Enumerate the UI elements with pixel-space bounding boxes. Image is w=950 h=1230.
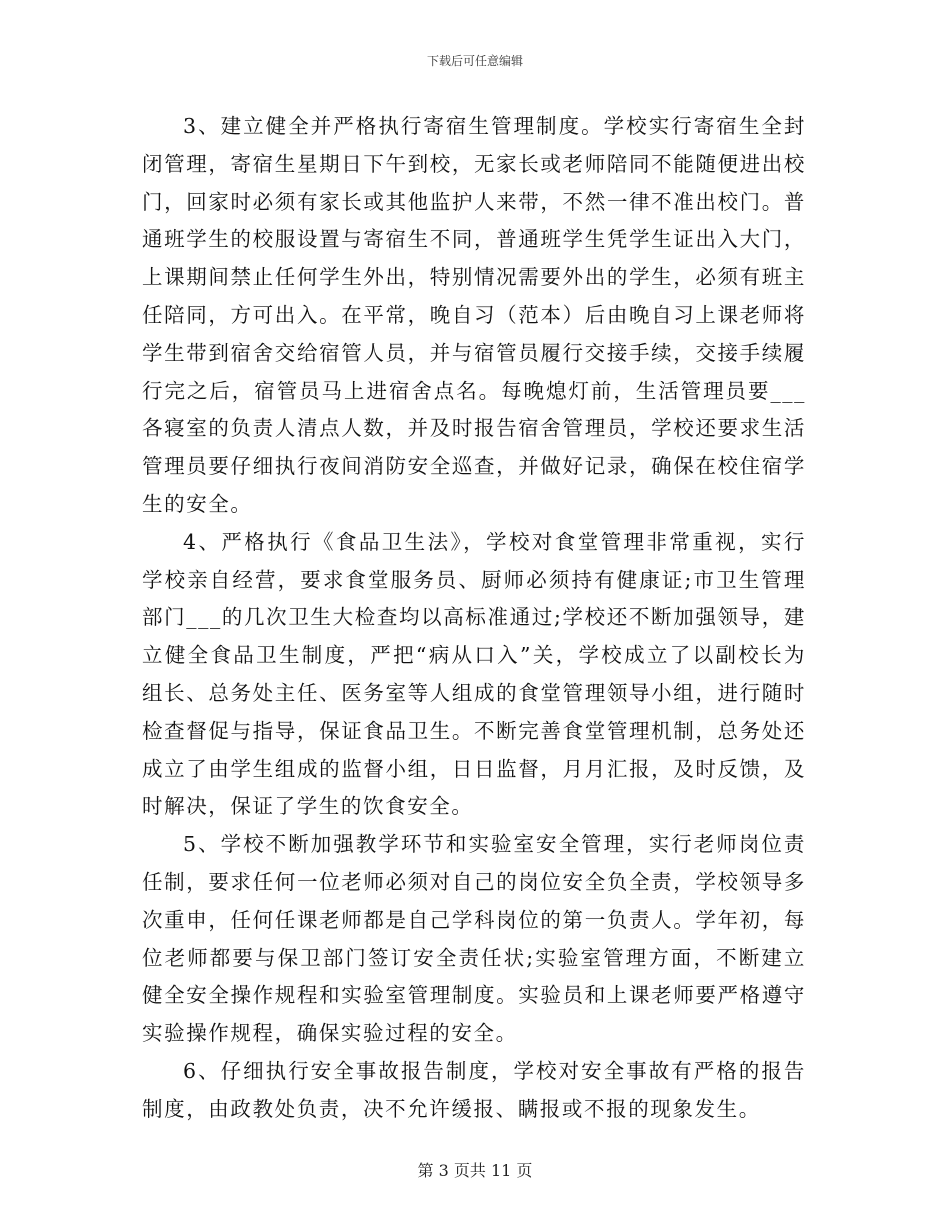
paragraph-item-4: 4、严格执行《食品卫生法》，学校对食堂管理非常重视，实行学校亲自经营，要求食堂服务员、厨师必须持有健康证;市卫生管理部门___的几次卫生大检查均以高标准通过;学校还不断加强领导，建立健全食品卫生制度，严把“病从口入”关，学校成立了以副校长为组长、总务处主任、医务室等人组成的食堂管理领导小组，进行随时检查督促与指导，保证食品卫生。不断完善食堂管理机制，总务处还成立了由学生组成的监督小组，日日监督，月月汇报，及时反馈，及时解决，保证了学生的饮食安全。 bbox=[142, 529, 806, 819]
body-content bbox=[142, 108, 806, 1129]
paragraph-item-5: 5、学校不断加强教学环节和实验室安全管理，实行老师岗位责任制，要求任何一位老师必须对自己的岗位安全负全责，学校领导多次重申，任何任课老师都是自己学科岗位的第一负责人。学年初，每位老师都要与保卫部门签订安全责任状;实验室管理方面，不断建立健全安全操作规程和实验室管理制度。实验员和上课老师要严格遵守实验操作规程，确保实验过程的安全。 bbox=[142, 832, 806, 1046]
paragraph-item-3: 3、建立健全并严格执行寄宿生管理制度。学校实行寄宿生全封闭管理，寄宿生星期日下午到校，无家长或老师陪同不能随便进出校门，回家时必须有家长或其他监护人来带，不然一律不准出校门。普通班学生的校服设置与寄宿生不同，普通班学生凭学生证出入大门，上课期间禁止任何学生外出，特别情况需要外出的学生，必须有班主任陪同，方可出入。在平常，晚自习（范本）后由晚自习上课老师将学生带到宿舍交给宿管人员，并与宿管员履行交接手续，交接手续履行完之后，宿管员马上进宿舍点名。每晚熄灯前，生活管理员要___各寝室的负责人清点人数，并及时报告宿舍管理员，学校还要求生活管理员要仔细执行夜间消防安全巡查，并做好记录，确保在校住宿学生的安全。 bbox=[142, 114, 806, 516]
paragraph-item-6: 6、仔细执行安全事故报告制度，学校对安全事故有严格的报告制度，由政教处负责，决不允许缓报、瞒报或不报的现象发生。 bbox=[142, 1058, 806, 1121]
page-header: 下载后可任意编辑 bbox=[426, 54, 523, 68]
page-footer: 第 3 页共 11 页 bbox=[417, 1161, 533, 1180]
